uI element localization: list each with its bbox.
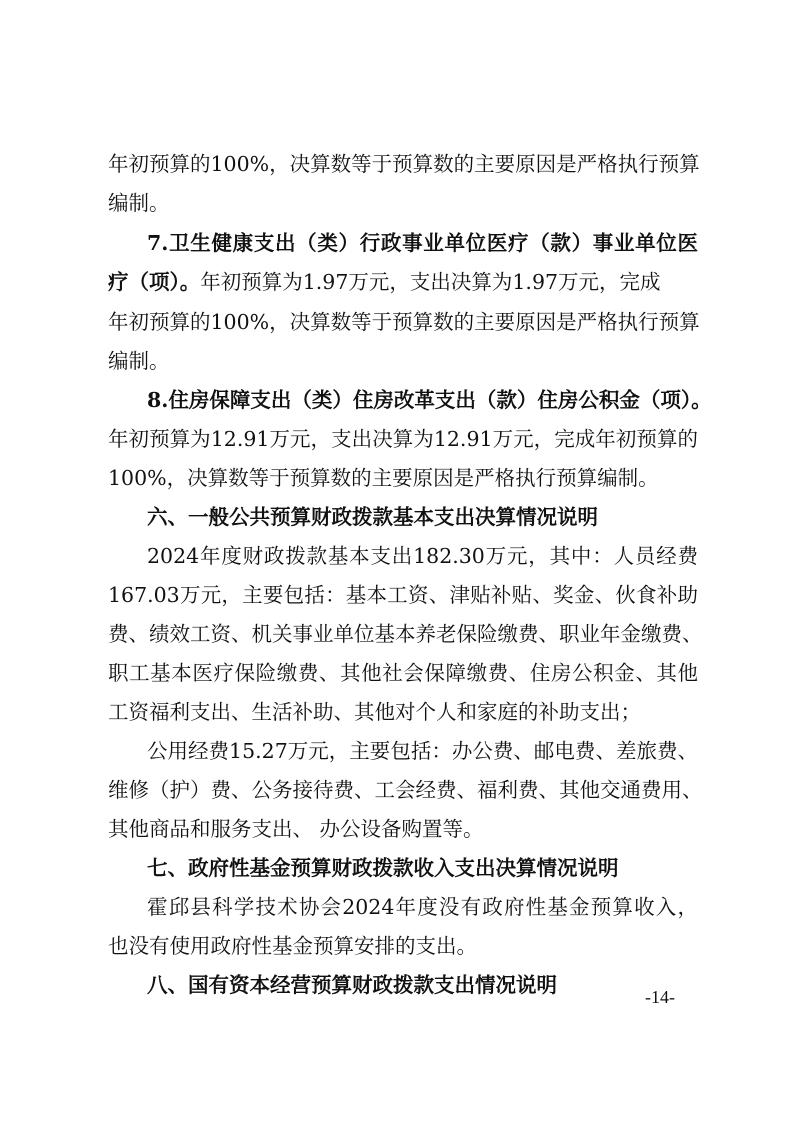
text-line: 167.03万元，主要包括：基本工资、津贴补贴、奖金、伙食补助 [108, 583, 698, 607]
text-line: 其他商品和服务支出、 办公设备购置等。 [108, 817, 484, 841]
text-line: 也没有使用政府性基金预算安排的支出。 [108, 934, 477, 958]
text-line: 2024年度财政拨款基本支出182.30万元，其中：人员经费 [147, 544, 698, 568]
page-number: -14- [645, 987, 675, 1007]
text-line: 编制。 [108, 349, 170, 373]
text-line: 费、绩效工资、机关事业单位基本养老保险缴费、职业年金缴费、 [108, 622, 703, 646]
item-heading: 7.卫生健康支出（类）行政事业单位医疗（款）事业单位医 [147, 231, 698, 255]
text-line: 年初预算的100%，决算数等于预算数的主要原因是严格执行预算 [108, 152, 700, 176]
text-line: 100%，决算数等于预算数的主要原因是严格执行预算编制。 [108, 466, 659, 490]
text-line: 维修（护）费、公务接待费、工会经费、福利费、其他交通费用、 [108, 778, 703, 802]
text-line [108, 268, 698, 296]
section-heading: 七、政府性基金预算财政拨款收入支出决算情况说明 [147, 856, 619, 880]
section-heading: 六、一般公共预算财政拨款基本支出决算情况说明 [147, 505, 598, 529]
text-line: 年初预算为12.91万元，支出决算为12.91万元，完成年初预算的 [108, 427, 698, 451]
item-heading: 8.住房保障支出（类）住房改革支出（款）住房公积金（项）。 [147, 388, 712, 412]
text-line: 霍邱县科学技术协会2024年度没有政府性基金预算收入， [147, 895, 698, 919]
text-line: 年初预算的100%，决算数等于预算数的主要原因是严格执行预算 [108, 310, 700, 334]
item-heading-cont: 疗（项）。 [108, 270, 201, 294]
text-span: 年初预算为1.97万元，支出决算为1.97万元，完成 [200, 270, 661, 294]
text-line: 编制。 [108, 191, 170, 215]
section-heading: 八、国有资本经营预算财政拨款支出情况说明 [147, 973, 557, 997]
text-line: 工资福利支出、生活补助、其他对个人和家庭的补助支出； [108, 700, 641, 724]
text-line: 公用经费15.27万元，主要包括：办公费、邮电费、差旅费、 [147, 739, 698, 763]
text-line: 职工基本医疗保险缴费、其他社会保障缴费、住房公积金、其他 [108, 661, 698, 685]
